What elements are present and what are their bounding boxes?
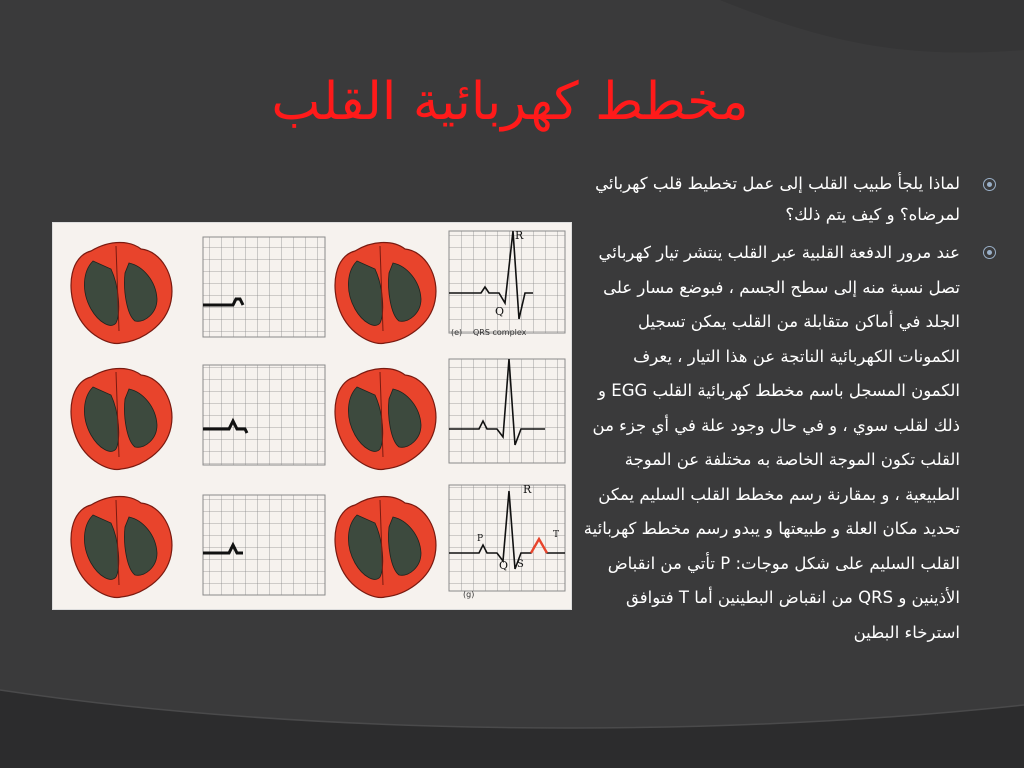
ecg-grid-6 (449, 485, 565, 591)
bullet-text-1: لماذا يلجأ طبيب القلب إلى عمل تخطيط قلب كهربائي لمرضاه؟ و كيف يتم ذلك؟ (595, 174, 960, 224)
bullet-marker-icon (983, 178, 996, 191)
qrs-caption: QRS complex (473, 328, 527, 337)
panel-g-label: (g) (463, 590, 475, 599)
ecg-grid-5 (203, 495, 325, 595)
heart-image-5 (71, 497, 172, 598)
ecg-heart-diagram (53, 223, 571, 609)
bullet-list (582, 168, 1012, 650)
p-label: P (477, 534, 484, 544)
r-label-1: R (515, 229, 524, 242)
ecg-grid-3 (203, 365, 325, 465)
heart-image-4 (335, 369, 436, 470)
ecg-heart-figure (52, 222, 572, 610)
ecg-grid-1 (203, 237, 325, 337)
heart-image-6 (335, 497, 436, 598)
q-label-1: Q (495, 305, 505, 318)
q-label-2: Q (499, 559, 509, 572)
heart-image-2 (335, 243, 436, 344)
s-label: S (517, 559, 524, 570)
bullet-marker-icon (983, 246, 996, 259)
bullet-item-2 (582, 236, 1012, 650)
heart-image-1 (71, 243, 172, 344)
t-label: T (553, 530, 560, 540)
panel-e-label: (e) (451, 328, 463, 337)
heart-image-3 (71, 369, 172, 470)
slide-title: مخطط كهربائية القلب (271, 72, 749, 132)
bullet-item-1 (582, 168, 1012, 230)
bullet-text-2: عند مرور الدفعة القلبية عبر القلب ينتشر تيار كهربائي تصل نسبة منه إلى سطح الجسم ، فبوضع مسار على الجلد في أماكن متقابلة من القلب يمكن تسجيل الكمونات الكهربائية الناتجة عن هذا التيار ، يعرف الكمون المسجل باسم مخطط كهربائية القلب EGG و ذلك لقلب سوي ، و في حال وجود علة في أي جزء من القلب تكون الموجة الخاصة به مختلفة عن الموجة الطبيعية ، و بمقارنة رسم مخطط القلب السليم يمكن تحديد مكان العلة و طبيعتها و يبدو رسم مخطط كهربائية القلب السليم على شكل موجات: P تأتي من انقباض الأذينين و QRS من انقباض البطينين أما T فتوافق استرخاء البطين (583, 243, 960, 642)
r-label-2: R (523, 483, 532, 496)
